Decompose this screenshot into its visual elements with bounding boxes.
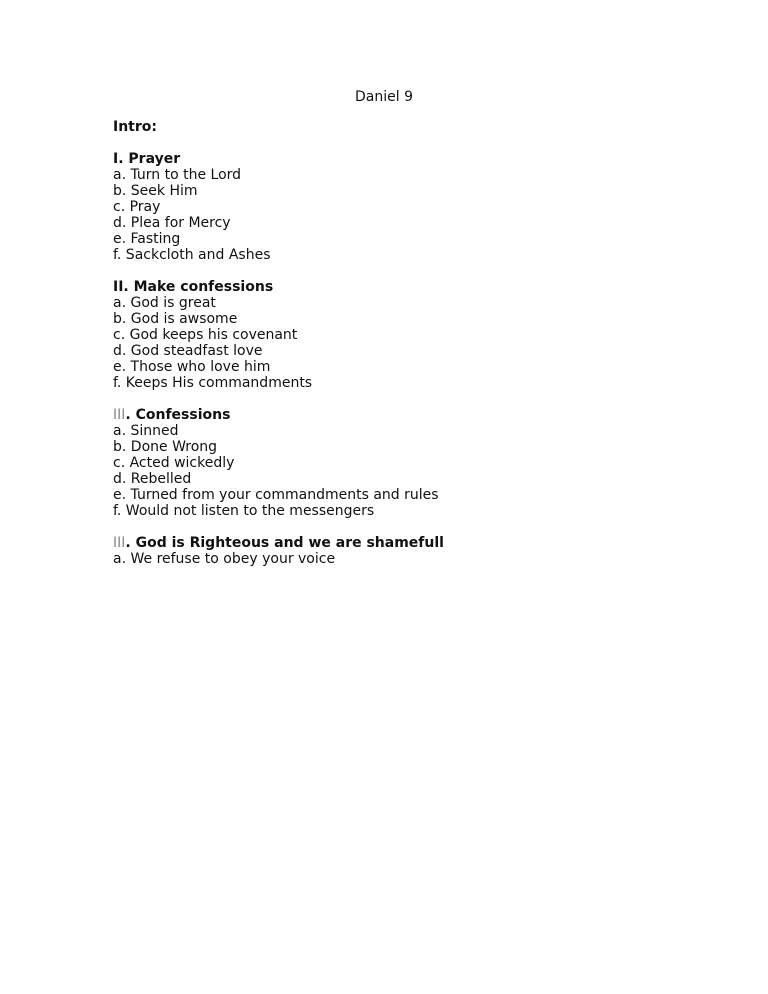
intro-heading: Intro: xyxy=(113,119,157,135)
section-heading xyxy=(113,535,444,551)
section-heading xyxy=(113,279,444,295)
section-2 xyxy=(113,279,444,391)
spacer xyxy=(113,263,444,279)
list-item: d. Plea for Mercy xyxy=(113,215,231,231)
spacer xyxy=(113,391,444,407)
list-item: a. Sinned xyxy=(113,423,179,439)
list-item: e. Those who love him xyxy=(113,359,271,375)
list-item: e. Fasting xyxy=(113,231,181,247)
section-3 xyxy=(113,407,444,519)
list-item: a. Turn to the Lord xyxy=(113,167,242,183)
section-1 xyxy=(113,151,444,263)
list-item: f. Keeps His commandments xyxy=(113,375,313,391)
list-item: c. Pray xyxy=(113,199,161,215)
list-item: b. Done Wrong xyxy=(113,439,218,455)
document-title: Daniel 9 xyxy=(355,89,413,105)
section-heading xyxy=(113,407,444,423)
section-heading xyxy=(113,151,444,167)
section-title: . Confessions xyxy=(125,407,231,423)
section-numeral: III xyxy=(113,535,126,551)
list-item: d. God steadfast love xyxy=(113,343,263,359)
list-item: d. Rebelled xyxy=(113,471,192,487)
list-item: e. Turned from your commandments and rules xyxy=(113,487,439,503)
section-title: . Make confessions xyxy=(123,279,274,295)
section-title: . Prayer xyxy=(118,151,181,167)
section-title: . God is Righteous and we are shamefull xyxy=(125,535,444,551)
list-item: c. Acted wickedly xyxy=(113,455,235,471)
spacer xyxy=(113,519,444,535)
list-item: f. Sackcloth and Ashes xyxy=(113,247,271,263)
spacer xyxy=(113,135,444,151)
section-4 xyxy=(113,535,444,567)
list-item: b. Seek Him xyxy=(113,183,198,199)
list-item: a. We refuse to obey your voice xyxy=(113,551,336,567)
list-item: a. God is great xyxy=(113,295,216,311)
section-numeral: III xyxy=(113,407,126,423)
document-body xyxy=(113,119,444,567)
list-item: b. God is awsome xyxy=(113,311,238,327)
list-item: f. Would not listen to the messengers xyxy=(113,503,375,519)
list-item: c. God keeps his covenant xyxy=(113,327,298,343)
section-numeral: I xyxy=(113,151,119,167)
section-numeral: II xyxy=(113,279,124,295)
